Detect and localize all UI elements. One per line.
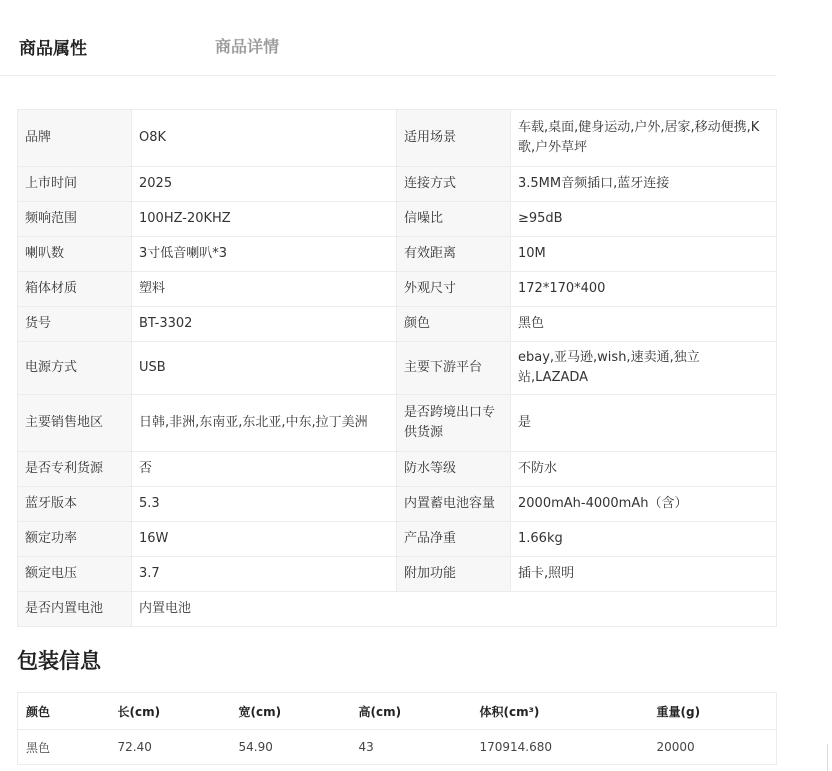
attribute-key: 品牌	[18, 110, 132, 167]
tab-bar	[0, 0, 776, 76]
attribute-value: 插卡,照明	[511, 557, 777, 592]
attribute-key: 是否跨境出口专供货源	[397, 395, 511, 452]
packaging-cell: 72.40	[117, 740, 152, 754]
attribute-key: 频响范围	[18, 202, 132, 237]
attribute-value: 2000mAh-4000mAh（含）	[511, 487, 777, 522]
packaging-header-cell: 高(cm)	[351, 693, 472, 730]
attribute-key: 颜色	[397, 307, 511, 342]
attribute-value: 车载,桌面,健身运动,户外,居家,移动便携,K歌,户外草坪	[511, 110, 777, 167]
attribute-key: 防水等级	[397, 452, 511, 487]
packaging-cell: 黑色	[26, 740, 51, 755]
attribute-row	[18, 110, 777, 167]
attribute-key: 内置蓄电池容量	[397, 487, 511, 522]
attribute-key: 上市时间	[18, 167, 132, 202]
packaging-title: 包装信息	[17, 649, 101, 673]
attribute-row	[18, 487, 777, 522]
attribute-value: 不防水	[511, 452, 777, 487]
attribute-row	[18, 307, 777, 342]
packaging-header-cell: 颜色	[18, 693, 110, 730]
attribute-key: 是否专利货源	[18, 452, 132, 487]
attribute-key: 额定电压	[18, 557, 132, 592]
packaging-header-row	[18, 693, 777, 730]
attribute-value: 内置电池	[132, 592, 777, 627]
attribute-key: 箱体材质	[18, 272, 132, 307]
attribute-value: 100HZ-20KHZ	[132, 202, 397, 237]
attribute-value: 3.5MM音频插口,蓝牙连接	[511, 167, 777, 202]
attribute-value: 塑料	[132, 272, 397, 307]
attribute-key: 附加功能	[397, 557, 511, 592]
attribute-row	[18, 395, 777, 452]
packaging-header-cell: 宽(cm)	[231, 693, 351, 730]
attribute-value: USB	[132, 342, 397, 395]
packaging-cell: 170914.680	[479, 740, 553, 754]
attribute-key: 信噪比	[397, 202, 511, 237]
attribute-value: 16W	[132, 522, 397, 557]
attribute-row	[18, 237, 777, 272]
attribute-key: 产品净重	[397, 522, 511, 557]
attribute-row	[18, 557, 777, 592]
attribute-key: 主要销售地区	[18, 395, 132, 452]
attribute-value: 3.7	[132, 557, 397, 592]
attribute-value: 5.3	[132, 487, 397, 522]
attribute-row	[18, 522, 777, 557]
packaging-row	[18, 730, 777, 765]
packaging-cell: 43	[358, 740, 374, 754]
attribute-value: ebay,亚马逊,wish,速卖通,独立站,LAZADA	[511, 342, 777, 395]
attribute-key: 适用场景	[397, 110, 511, 167]
attribute-value: 2025	[132, 167, 397, 202]
attribute-key: 电源方式	[18, 342, 132, 395]
attribute-value: 否	[132, 452, 397, 487]
attribute-row	[18, 272, 777, 307]
packaging-header-cell: 体积(cm³)	[472, 693, 649, 730]
tab-product-attributes[interactable]: 商品属性	[19, 39, 87, 59]
attribute-row	[18, 167, 777, 202]
attribute-key: 主要下游平台	[397, 342, 511, 395]
attribute-key: 外观尺寸	[397, 272, 511, 307]
attribute-value: 172*170*400	[511, 272, 777, 307]
attribute-key: 是否内置电池	[18, 592, 132, 627]
attribute-row	[18, 202, 777, 237]
packaging-header-cell: 重量(g)	[649, 693, 777, 730]
attribute-key: 连接方式	[397, 167, 511, 202]
attribute-key: 有效距离	[397, 237, 511, 272]
attribute-key: 额定功率	[18, 522, 132, 557]
attribute-row	[18, 452, 777, 487]
tab-product-details[interactable]: 商品详情	[215, 37, 280, 56]
attribute-key: 蓝牙版本	[18, 487, 132, 522]
attribute-row	[18, 592, 777, 627]
attribute-value: O8K	[132, 110, 397, 167]
packaging-cell: 54.90	[238, 740, 273, 754]
attribute-row	[18, 342, 777, 395]
attribute-value: 日韩,非洲,东南亚,东北亚,中东,拉丁美洲	[132, 395, 397, 452]
packaging-table	[17, 692, 777, 765]
packaging-header-cell: 长(cm)	[110, 693, 231, 730]
scrollbar[interactable]	[827, 744, 832, 771]
attribute-key: 货号	[18, 307, 132, 342]
attribute-value: 黑色	[511, 307, 777, 342]
attributes-table	[17, 109, 777, 627]
packaging-cell: 20000	[656, 740, 695, 754]
attribute-value: 3寸低音喇叭*3	[132, 237, 397, 272]
attribute-value: 是	[511, 395, 777, 452]
attribute-value: 1.66kg	[511, 522, 777, 557]
attribute-key: 喇叭数	[18, 237, 132, 272]
attribute-value: BT-3302	[132, 307, 397, 342]
attribute-value: 10M	[511, 237, 777, 272]
attribute-value: ≥95dB	[511, 202, 777, 237]
